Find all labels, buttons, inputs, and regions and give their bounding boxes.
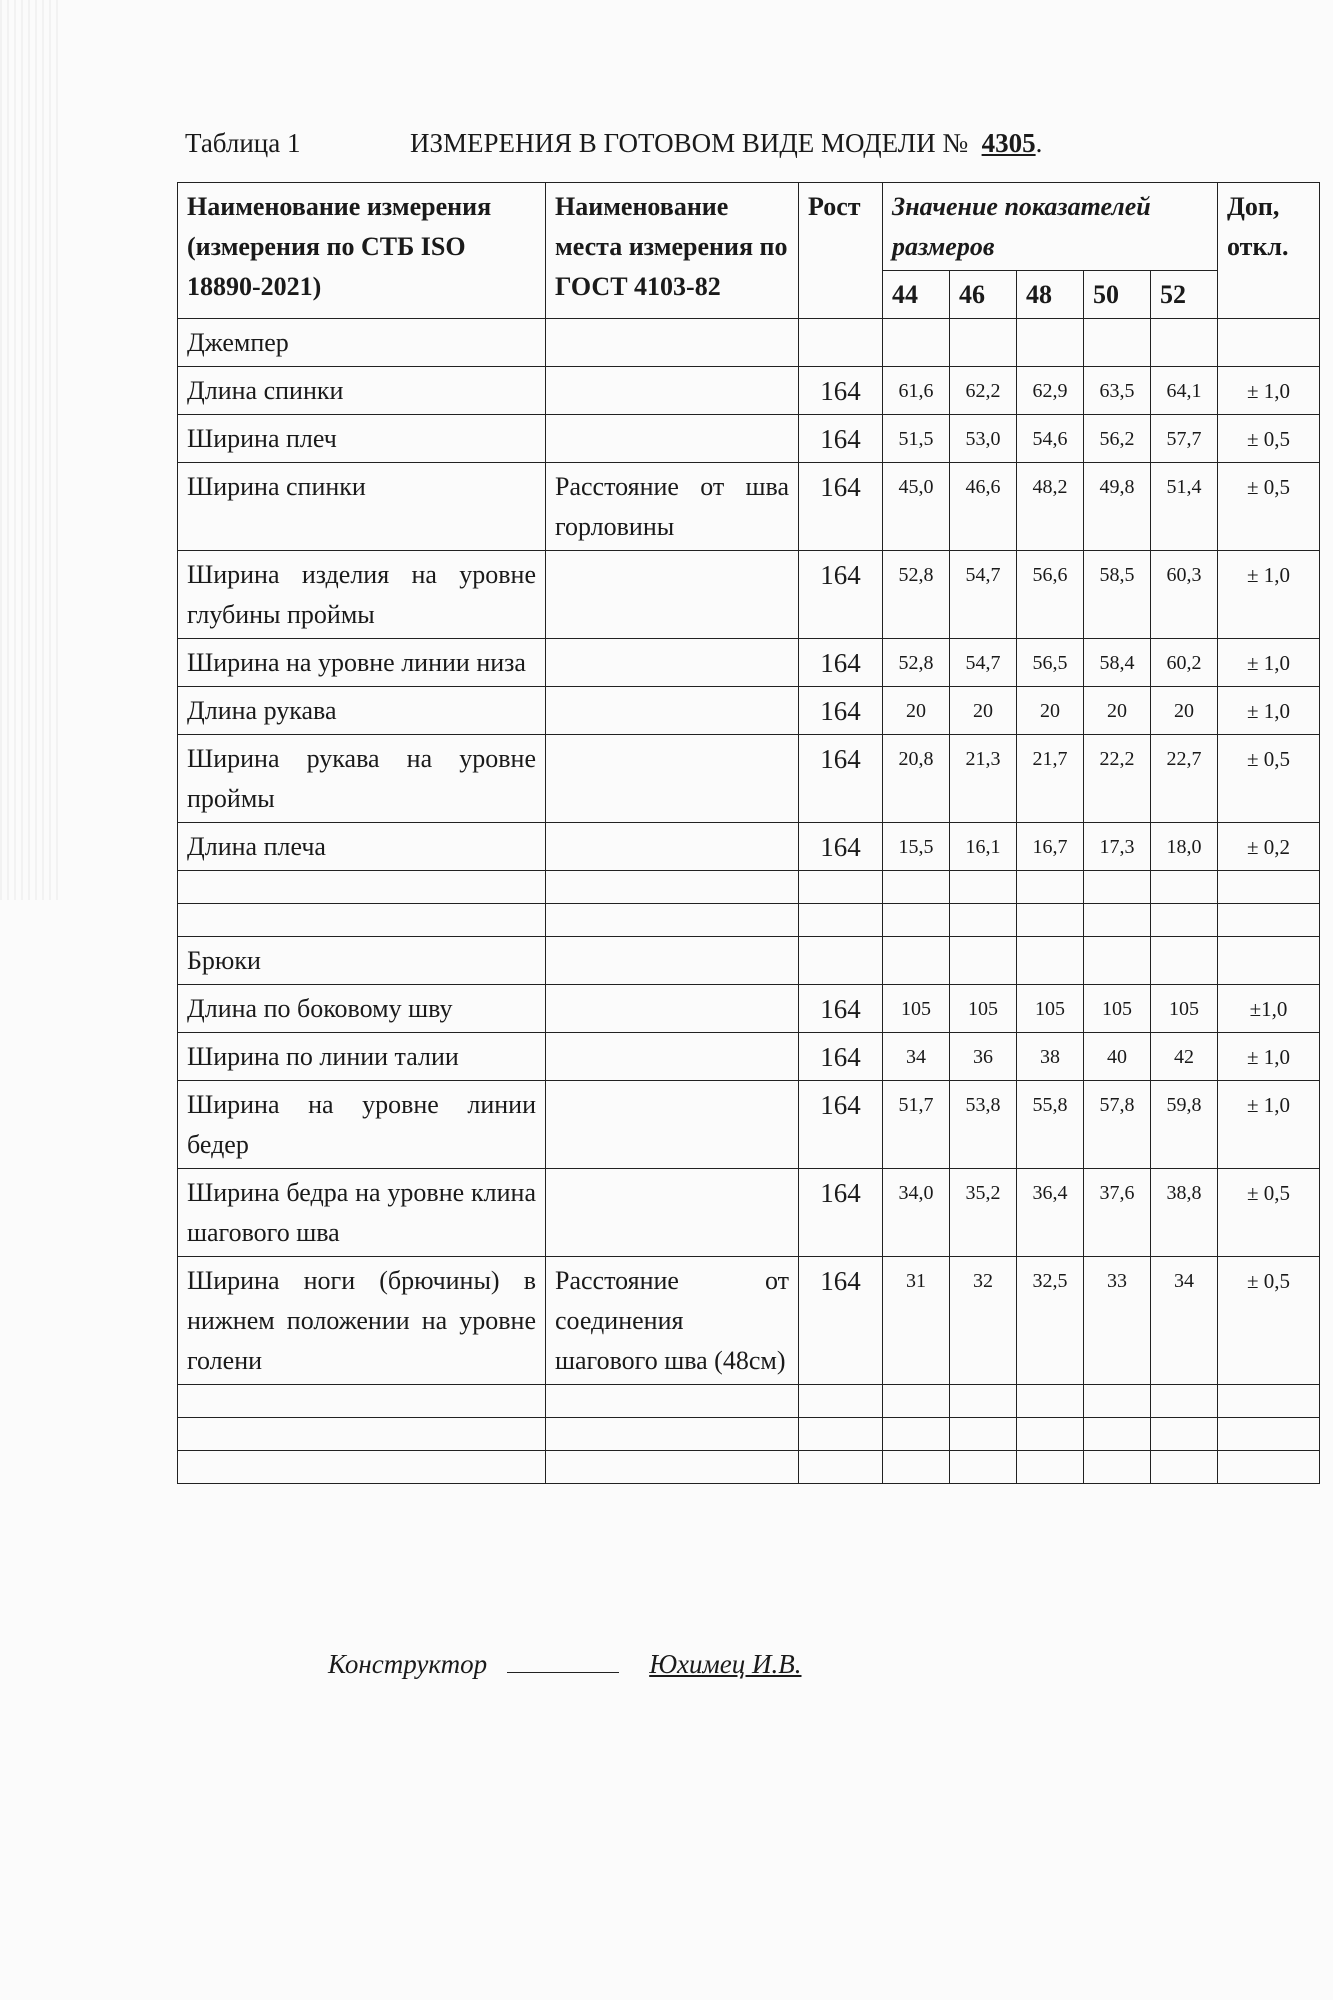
size-value: 60,3 [1151,551,1218,639]
signature-line [507,1648,619,1673]
empty-cell [178,1451,546,1484]
empty-row [178,1385,1320,1418]
size-value: 31 [883,1257,950,1385]
size-value: 56,6 [1017,551,1084,639]
empty-cell [1017,319,1084,367]
column-header-place: Наименование места измерения по ГОСТ 4103-82 [546,183,799,319]
empty-cell [1151,904,1218,937]
size-value: 105 [950,985,1017,1033]
empty-row [178,904,1320,937]
measurement-name: Ширина по линии талии [178,1033,546,1081]
height-value: 164 [799,463,883,551]
size-value: 17,3 [1084,823,1151,871]
size-header: 48 [1017,271,1084,319]
size-value: 38,8 [1151,1169,1218,1257]
table-row [178,687,1320,735]
size-value: 32,5 [1017,1257,1084,1385]
empty-cell [1017,904,1084,937]
measurement-name: Длина плеча [178,823,546,871]
empty-cell [883,871,950,904]
size-value: 52,8 [883,639,950,687]
size-value: 56,2 [1084,415,1151,463]
size-value: 54,7 [950,639,1017,687]
empty-cell [1218,319,1320,367]
empty-cell [1084,1418,1151,1451]
height-value: 164 [799,1169,883,1257]
measurement-place [546,415,799,463]
measurement-name: Ширина спинки [178,463,546,551]
empty-cell [1017,1418,1084,1451]
measurement-place [546,1169,799,1257]
size-value: 37,6 [1084,1169,1151,1257]
empty-cell [1218,1418,1320,1451]
empty-cell [546,319,799,367]
tolerance-value: ± 1,0 [1218,1081,1320,1169]
header-row [178,183,1320,271]
size-value: 105 [1084,985,1151,1033]
empty-cell [546,871,799,904]
size-value: 64,1 [1151,367,1218,415]
empty-cell [1084,904,1151,937]
measurement-place [546,639,799,687]
empty-cell [799,1451,883,1484]
measurement-place [546,687,799,735]
size-value: 63,5 [1084,367,1151,415]
empty-cell [950,1385,1017,1418]
empty-cell [1017,1451,1084,1484]
measurement-name: Ширина плеч [178,415,546,463]
size-value: 20 [1017,687,1084,735]
table-row [178,463,1320,551]
size-value: 33 [1084,1257,1151,1385]
size-value: 38 [1017,1033,1084,1081]
height-value: 164 [799,1033,883,1081]
size-value: 34 [1151,1257,1218,1385]
empty-cell [1151,1418,1218,1451]
signature-person: Юхимец И.В. [649,1649,802,1679]
empty-cell [1084,937,1151,985]
table-row [178,985,1320,1033]
size-value: 20 [1084,687,1151,735]
column-header-height: Рост [799,183,883,319]
empty-cell [799,871,883,904]
height-value: 164 [799,687,883,735]
height-value: 164 [799,1081,883,1169]
size-value: 16,1 [950,823,1017,871]
empty-cell [1151,937,1218,985]
empty-row [178,871,1320,904]
scan-artifact [0,0,60,900]
size-value: 53,0 [950,415,1017,463]
size-value: 22,2 [1084,735,1151,823]
height-value: 164 [799,823,883,871]
measurement-place [546,985,799,1033]
empty-cell [1151,1385,1218,1418]
height-value: 164 [799,551,883,639]
size-value: 22,7 [1151,735,1218,823]
empty-cell [799,904,883,937]
measurement-place [546,367,799,415]
tolerance-value: ± 0,5 [1218,1257,1320,1385]
measurement-name: Ширина на уровне линии низа [178,639,546,687]
empty-cell [883,1418,950,1451]
table-row [178,1169,1320,1257]
empty-cell [546,1418,799,1451]
size-value: 55,8 [1017,1081,1084,1169]
signature-block [328,1648,802,1680]
size-value: 16,7 [1017,823,1084,871]
measurement-place [546,823,799,871]
empty-cell [546,1385,799,1418]
measurement-place: Расстояние от соединения шагового шва (48см) [546,1257,799,1385]
empty-cell [1017,937,1084,985]
empty-cell [178,871,546,904]
size-value: 57,8 [1084,1081,1151,1169]
size-value: 56,5 [1017,639,1084,687]
tolerance-value: ±1,0 [1218,985,1320,1033]
size-value: 105 [883,985,950,1033]
size-value: 15,5 [883,823,950,871]
size-value: 42 [1151,1033,1218,1081]
size-value: 46,6 [950,463,1017,551]
empty-cell [178,1385,546,1418]
height-value: 164 [799,639,883,687]
size-value: 58,4 [1084,639,1151,687]
empty-cell [1084,319,1151,367]
size-value: 54,6 [1017,415,1084,463]
section-row [178,937,1320,985]
tolerance-value: ± 0,5 [1218,1169,1320,1257]
size-value: 36,4 [1017,1169,1084,1257]
size-value: 18,0 [1151,823,1218,871]
tolerance-value: ± 0,5 [1218,415,1320,463]
table-row [178,415,1320,463]
column-header-tolerance: Доп, откл. [1218,183,1320,319]
size-header: 52 [1151,271,1218,319]
size-value: 20 [1151,687,1218,735]
size-value: 48,2 [1017,463,1084,551]
height-value: 164 [799,985,883,1033]
empty-cell [1218,937,1320,985]
table-row [178,551,1320,639]
size-value: 20 [883,687,950,735]
tolerance-value: ± 1,0 [1218,1033,1320,1081]
size-value: 49,8 [1084,463,1151,551]
size-value: 35,2 [950,1169,1017,1257]
empty-cell [546,904,799,937]
measurement-name: Длина по боковому шву [178,985,546,1033]
height-value: 164 [799,1257,883,1385]
empty-cell [1218,1451,1320,1484]
height-value: 164 [799,367,883,415]
document-title: ИЗМЕРЕНИЯ В ГОТОВОМ ВИДЕ МОДЕЛИ № 4305. [410,128,1043,158]
tolerance-value: ± 1,0 [1218,551,1320,639]
size-value: 62,9 [1017,367,1084,415]
measurement-name: Ширина изделия на уровне глубины проймы [178,551,546,639]
section-row [178,319,1320,367]
table-number: Таблица 1 [185,128,301,158]
size-value: 60,2 [1151,639,1218,687]
table-row [178,639,1320,687]
measurement-place: Расстояние от шва горловины [546,463,799,551]
size-value: 21,7 [1017,735,1084,823]
size-value: 54,7 [950,551,1017,639]
size-value: 62,2 [950,367,1017,415]
measurement-place [546,735,799,823]
size-value: 34,0 [883,1169,950,1257]
tolerance-value: ± 0,5 [1218,463,1320,551]
empty-cell [950,319,1017,367]
empty-cell [1084,871,1151,904]
empty-cell [1151,1451,1218,1484]
empty-cell [950,904,1017,937]
measurement-place [546,1081,799,1169]
size-value: 52,8 [883,551,950,639]
signature-role: Конструктор [328,1649,488,1679]
empty-cell [1151,871,1218,904]
size-value: 53,8 [950,1081,1017,1169]
empty-cell [1218,871,1320,904]
empty-cell [799,319,883,367]
table-row [178,367,1320,415]
table-body [178,319,1320,1484]
size-header: 44 [883,271,950,319]
empty-cell [950,1451,1017,1484]
empty-cell [1218,1385,1320,1418]
empty-cell [178,1418,546,1451]
size-value: 58,5 [1084,551,1151,639]
column-header-values: Значение показателей размеров [883,183,1218,271]
size-value: 45,0 [883,463,950,551]
section-title: Брюки [178,937,546,985]
size-header: 50 [1084,271,1151,319]
empty-cell [1017,1385,1084,1418]
size-value: 105 [1151,985,1218,1033]
empty-cell [883,319,950,367]
measurement-name: Ширина рукава на уровне проймы [178,735,546,823]
section-title: Джемпер [178,319,546,367]
height-value: 164 [799,415,883,463]
size-value: 59,8 [1151,1081,1218,1169]
size-value: 20,8 [883,735,950,823]
empty-cell [950,1418,1017,1451]
empty-cell [883,904,950,937]
measurement-name: Ширина ноги (брючины) в нижнем положении на уровне голени [178,1257,546,1385]
table-row [178,823,1320,871]
table-row [178,1033,1320,1081]
table-row [178,735,1320,823]
empty-cell [546,1451,799,1484]
measurement-name: Длина спинки [178,367,546,415]
measurement-place [546,551,799,639]
tolerance-value: ± 0,5 [1218,735,1320,823]
empty-cell [1084,1385,1151,1418]
size-value: 51,5 [883,415,950,463]
empty-cell [883,937,950,985]
empty-cell [799,1418,883,1451]
height-value: 164 [799,735,883,823]
size-value: 34 [883,1033,950,1081]
empty-cell [883,1451,950,1484]
empty-cell [1084,1451,1151,1484]
table-row [178,1257,1320,1385]
empty-cell [799,937,883,985]
column-header-name: Наименование измерения (измерения по СТБ ISO 18890-2021) [178,183,546,319]
size-value: 57,7 [1151,415,1218,463]
size-header: 46 [950,271,1017,319]
size-value: 20 [950,687,1017,735]
size-value: 21,3 [950,735,1017,823]
size-value: 61,6 [883,367,950,415]
empty-row [178,1451,1320,1484]
tolerance-value: ± 1,0 [1218,687,1320,735]
empty-cell [546,937,799,985]
empty-cell [1151,319,1218,367]
empty-cell [950,871,1017,904]
empty-row [178,1418,1320,1451]
size-value: 40 [1084,1033,1151,1081]
size-value: 51,4 [1151,463,1218,551]
measurement-name: Ширина бедра на уровне клина шагового шва [178,1169,546,1257]
tolerance-value: ± 1,0 [1218,367,1320,415]
table-row [178,1081,1320,1169]
size-value: 36 [950,1033,1017,1081]
size-value: 32 [950,1257,1017,1385]
empty-cell [883,1385,950,1418]
tolerance-value: ± 0,2 [1218,823,1320,871]
measurement-name: Длина рукава [178,687,546,735]
tolerance-value: ± 1,0 [1218,639,1320,687]
empty-cell [1017,871,1084,904]
empty-cell [799,1385,883,1418]
size-value: 105 [1017,985,1084,1033]
empty-cell [950,937,1017,985]
size-value: 51,7 [883,1081,950,1169]
model-number: 4305 [981,128,1036,158]
empty-cell [1218,904,1320,937]
empty-cell [178,904,546,937]
measurement-place [546,1033,799,1081]
measurements-table [177,182,1320,1484]
measurement-name: Ширина на уровне линии бедер [178,1081,546,1169]
